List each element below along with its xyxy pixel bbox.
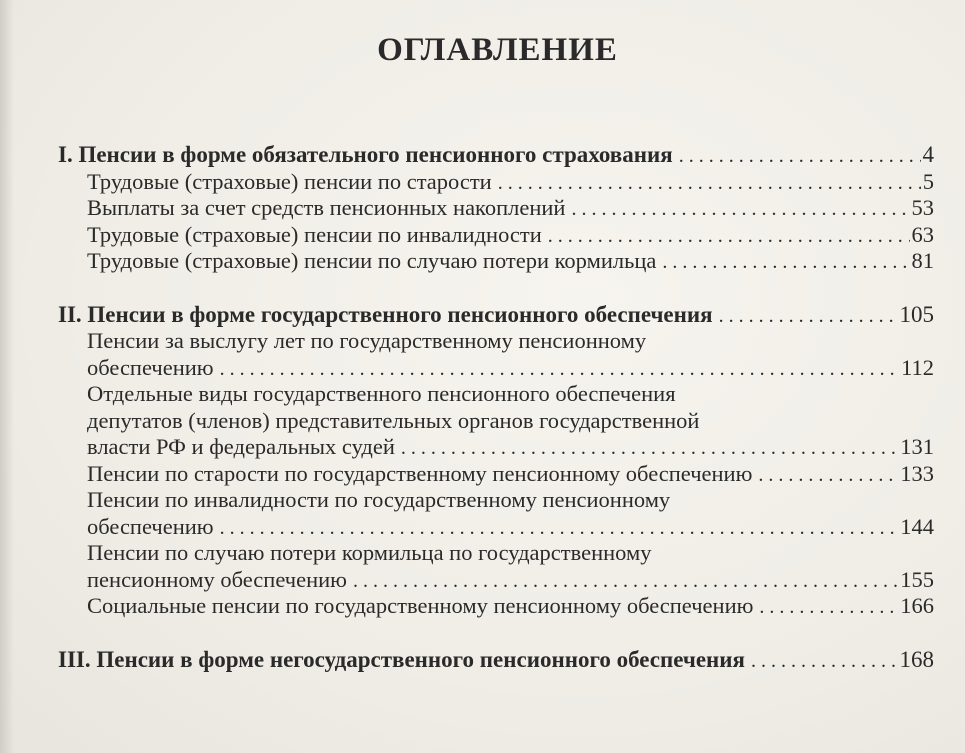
toc-item	[58, 169, 934, 196]
dot-leader	[571, 195, 909, 223]
toc-item-label: обеспечению	[87, 513, 214, 539]
dot-leader	[498, 169, 921, 197]
toc-item	[58, 248, 934, 275]
toc-page-number: 133	[900, 460, 934, 486]
table-of-contents	[58, 142, 934, 673]
toc-item-label: Трудовые (страховые) пенсии по случаю потери кормильца	[87, 248, 657, 273]
binding-shadow	[0, 0, 14, 753]
toc-item	[58, 222, 934, 249]
toc-section-2	[58, 302, 934, 329]
toc-page-number: 112	[901, 354, 934, 380]
toc-item-label: пенсионному обеспечению	[87, 566, 347, 592]
dot-leader	[220, 514, 899, 542]
toc-item	[58, 567, 934, 594]
toc-page-number: 4	[922, 142, 934, 167]
dot-leader	[548, 222, 910, 250]
section-spacer	[58, 620, 934, 647]
toc-item-line: Пенсии за выслугу лет по государственному пенсионному	[87, 328, 647, 353]
toc-item-label: власти РФ и федеральных судей	[87, 434, 395, 459]
toc-item-line: Отдельные виды государственного пенсионного обеспечения	[87, 381, 676, 406]
toc-page-number: 155	[900, 566, 934, 592]
dot-leader	[401, 434, 898, 462]
toc-page-number: 144	[900, 513, 934, 539]
toc-page-number: 105	[899, 301, 934, 327]
toc-section-3	[58, 647, 934, 674]
toc-page-number: 5	[922, 168, 934, 194]
toc-item	[58, 355, 934, 382]
toc-item-label: Выплаты за счет средств пенсионных накоплений	[87, 195, 566, 220]
toc-item	[58, 593, 934, 620]
dot-leader	[719, 302, 898, 330]
page-title: ОГЛАВЛЕНИЕ	[377, 32, 618, 68]
toc-item	[58, 434, 934, 461]
toc-page-number: 53	[911, 195, 934, 220]
toc-section-heading: I. Пенсии в форме обязательного пенсионного страхования	[58, 142, 673, 167]
dot-leader	[759, 593, 898, 621]
toc-page-number: 131	[900, 434, 934, 459]
dot-leader	[758, 461, 898, 489]
dot-leader	[220, 355, 899, 383]
toc-item-label: Трудовые (страховые) пенсии по инвалидности	[87, 221, 542, 247]
toc-item-line: депутатов (членов) представительных органов государственной	[87, 407, 700, 433]
toc-item-label: Пенсии по старости по государственному пенсионному обеспечению	[87, 460, 753, 486]
toc-item	[58, 461, 934, 488]
toc-section-heading: II. Пенсии в форме государственного пенсионного обеспечения	[58, 301, 713, 327]
toc-item-line: Пенсии по инвалидности по государственному пенсионному	[87, 487, 671, 512]
toc-page-number: 168	[899, 646, 934, 672]
toc-page-number: 63	[911, 221, 934, 247]
toc-item-line: Пенсии по случаю потери кормильца по государственному	[87, 540, 652, 565]
section-spacer	[58, 275, 934, 302]
dot-leader	[353, 567, 898, 595]
toc-item	[58, 514, 934, 541]
toc-page-number: 81	[911, 248, 934, 273]
toc-item	[58, 195, 934, 222]
toc-item-label: обеспечению	[87, 354, 214, 380]
dot-leader	[679, 142, 921, 170]
dot-leader	[662, 248, 909, 276]
toc-section-1	[58, 142, 934, 169]
toc-item-label: Социальные пенсии по государственному пенсионному обеспечению	[87, 593, 754, 618]
toc-section-heading: III. Пенсии в форме негосударственного пенсионного обеспечения	[58, 646, 746, 672]
dot-leader	[751, 647, 897, 675]
toc-page-number: 166	[900, 593, 934, 618]
toc-item-label: Трудовые (страховые) пенсии по старости	[87, 168, 492, 194]
